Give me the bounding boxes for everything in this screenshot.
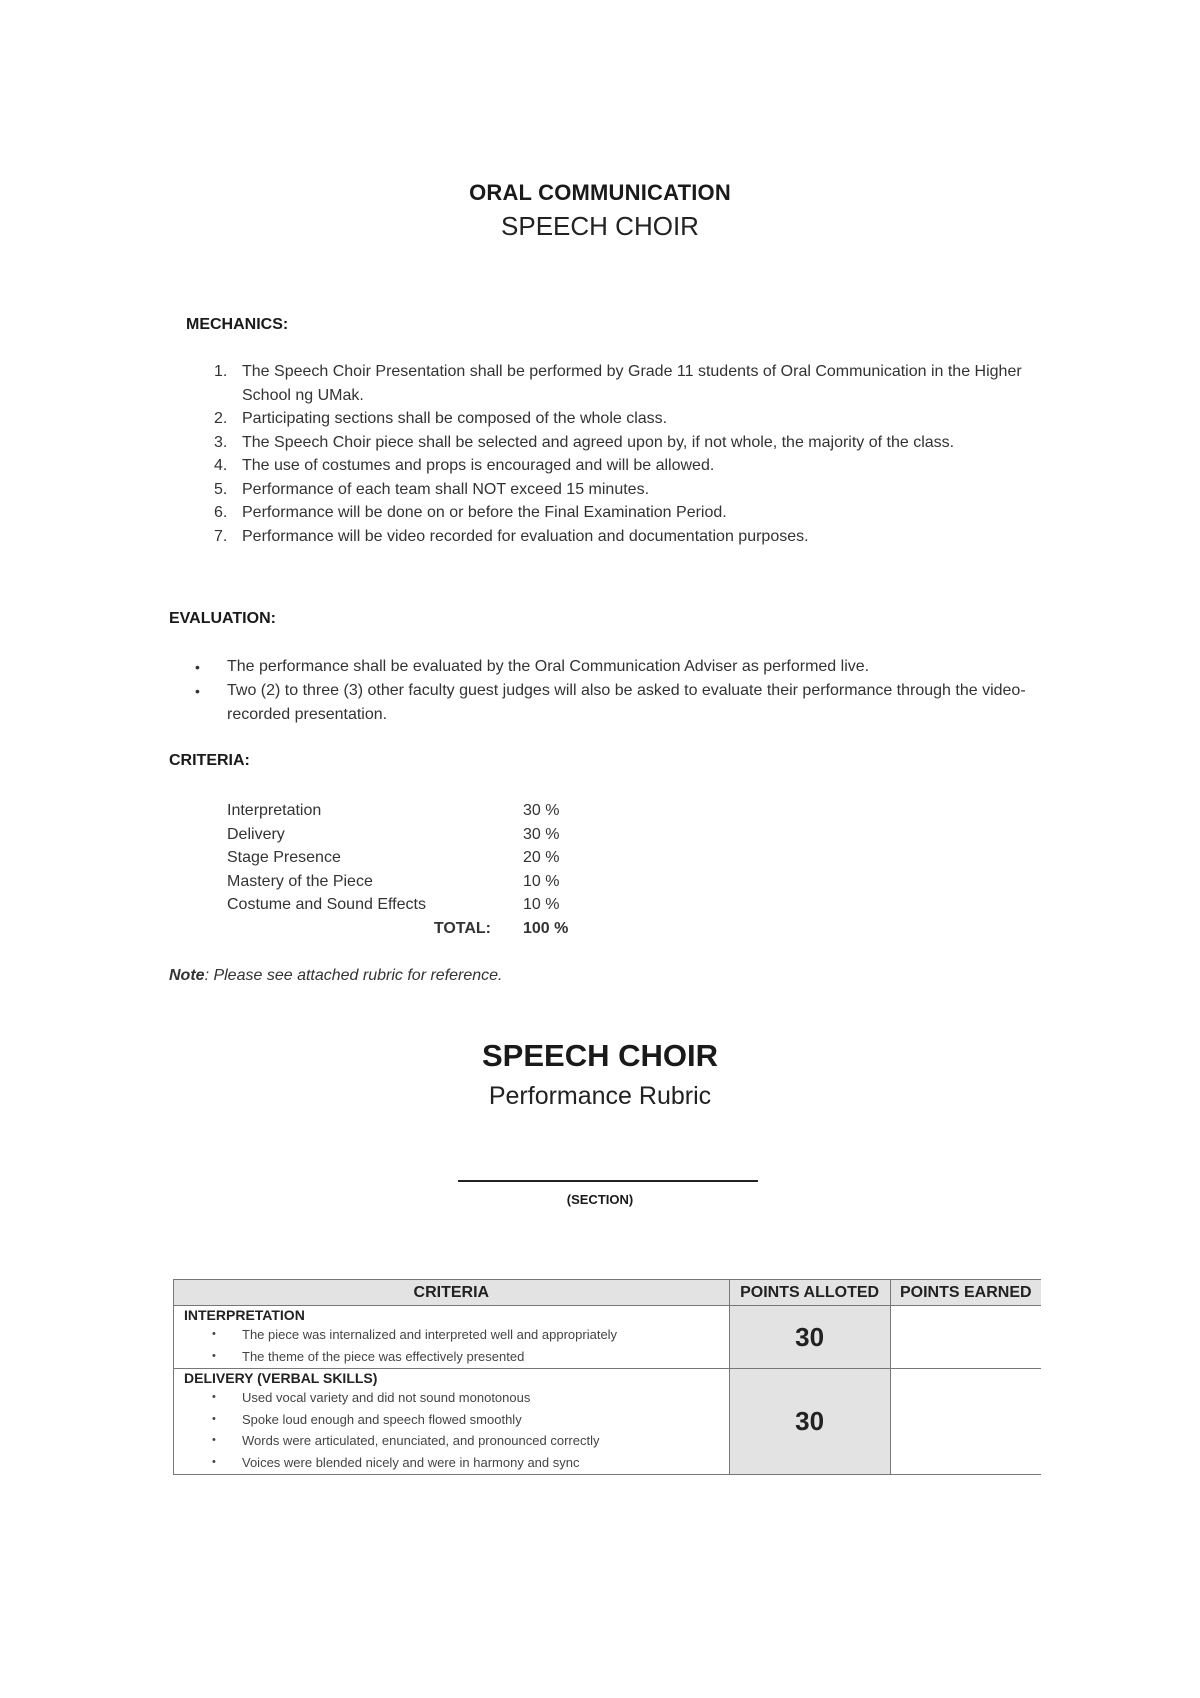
rubric-criteria-cell: [174, 1369, 730, 1475]
bullet-icon: •: [212, 1412, 216, 1425]
document-title: ORAL COMMUNICATION: [469, 180, 731, 205]
evaluation-item: • The performance shall be evaluated by the Oral Communication Adviser as performed live.: [195, 655, 1053, 679]
rubric-criteria-cell: [174, 1306, 730, 1369]
mechanics-heading: MECHANICS:: [186, 316, 289, 333]
criteria-heading: CRITERIA:: [169, 752, 250, 769]
rubric-descriptor-list: [174, 1324, 729, 1367]
mechanics-item: 7. Performance will be video recorded for evaluation and documentation purposes.: [214, 527, 809, 545]
criteria-weights-table: [227, 799, 583, 940]
bullet-icon: •: [212, 1455, 216, 1468]
bullet-icon: •: [195, 683, 200, 699]
points-alloted-value: 30: [729, 1369, 890, 1475]
mechanics-item: 3. The Speech Choir piece shall be selected and agreed upon by, if not whole, the majority of the class.: [214, 433, 955, 451]
criteria-row: Delivery 30 %: [227, 825, 560, 843]
criteria-row: Costume and Sound Effects 10 %: [227, 896, 560, 913]
criteria-column-header: CRITERIA: [174, 1280, 730, 1306]
section-blank-line: [458, 1180, 758, 1182]
evaluation-heading: EVALUATION:: [169, 610, 276, 627]
criteria-row: Mastery of the Piece 10 %: [227, 872, 560, 890]
bullet-icon: •: [212, 1391, 216, 1403]
points-alloted-column-header: POINTS ALLOTED: [729, 1280, 890, 1306]
bullet-icon: •: [195, 659, 200, 675]
rubric-row: [174, 1369, 1042, 1475]
document-subtitle: SPEECH CHOIR: [501, 211, 699, 241]
criteria-total-row: TOTAL: 100 %: [433, 919, 569, 937]
section-label: (SECTION): [566, 1192, 634, 1207]
rubric-header-row: [174, 1280, 1042, 1306]
bullet-icon: •: [212, 1434, 216, 1446]
rubric-descriptor: • Spoke loud enough and speech flowed smoothly: [174, 1409, 729, 1431]
rubric-table: [173, 1279, 1041, 1475]
bullet-icon: •: [212, 1328, 216, 1340]
rubric-descriptor: • Voices were blended nicely and were in harmony and sync: [174, 1452, 729, 1474]
points-earned-column-header: POINTS EARNED: [890, 1280, 1041, 1306]
rubric-title: SPEECH CHOIR: [482, 1038, 718, 1073]
rubric-descriptor: • Words were articulated, enunciated, and pronounced correctly: [174, 1430, 729, 1452]
note-label: Note: [169, 967, 205, 984]
rubric-descriptor: • The theme of the piece was effectively presented: [174, 1346, 729, 1368]
note-text: : Please see attached rubric for reference.: [204, 967, 503, 984]
criteria-row: Stage Presence 20 %: [227, 849, 560, 866]
evaluation-list: [195, 655, 1053, 727]
bullet-icon: •: [212, 1349, 216, 1362]
rubric-row: [174, 1306, 1042, 1369]
mechanics-item: 2. Participating sections shall be composed of the whole class.: [214, 410, 668, 427]
mechanics-item: 1. The Speech Choir Presentation shall be performed by Grade 11 students of Oral Communication in the Higher School ng UMak.: [214, 363, 1022, 404]
mechanics-list: [202, 360, 1048, 548]
rubric-descriptor-list: [174, 1387, 729, 1473]
mechanics-item: 6. Performance will be done on or before the Final Examination Period.: [214, 504, 727, 521]
rubric-descriptor: • Used vocal variety and did not sound monotonous: [174, 1387, 729, 1409]
reference-note: [169, 967, 503, 985]
mechanics-item: 5. Performance of each team shall NOT exceed 15 minutes.: [214, 480, 650, 498]
rubric-descriptor: • The piece was internalized and interpreted well and appropriately: [174, 1324, 729, 1346]
evaluation-item: • Two (2) to three (3) other faculty guest judges will also be asked to evaluate their performance through the video-recorded presentation.: [195, 679, 1053, 727]
rubric-category-name: INTERPRETATION: [184, 1307, 305, 1323]
points-alloted-value: 30: [729, 1306, 890, 1369]
rubric-subtitle: Performance Rubric: [488, 1082, 712, 1110]
points-earned-cell: [890, 1369, 1041, 1475]
rubric-category-name: DELIVERY (VERBAL SKILLS): [184, 1370, 378, 1386]
points-earned-cell: [890, 1306, 1041, 1369]
mechanics-item: 4. The use of costumes and props is encouraged and will be allowed.: [214, 457, 715, 474]
criteria-row: Interpretation 30 %: [227, 802, 560, 819]
